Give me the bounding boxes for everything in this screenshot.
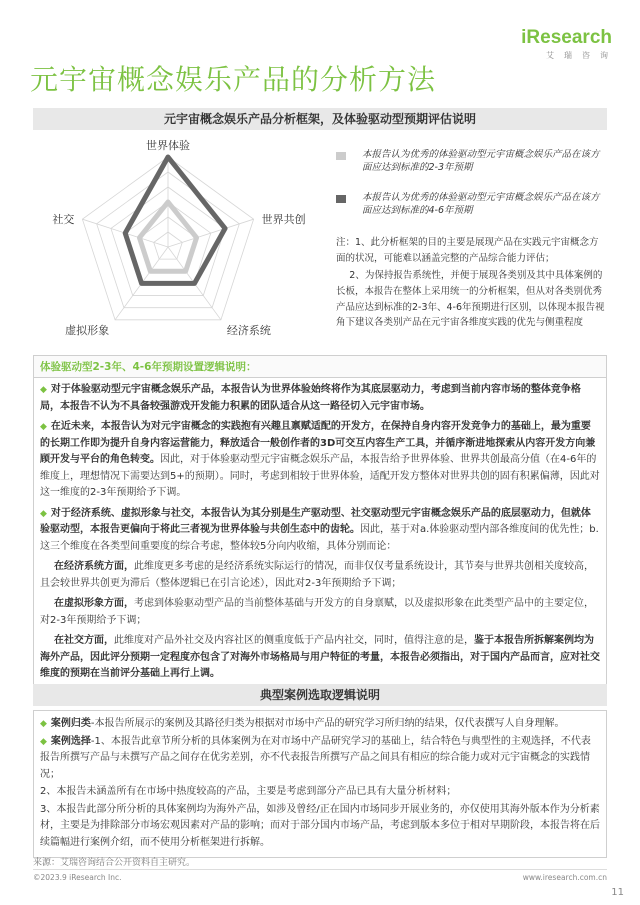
note-1: 注：1、此分析框架的目的主要是展现产品在实践元宇宙概念方面的状况，可能难以涵盖完整的产品综合能力评估； (336, 237, 599, 264)
section2-para: ◆ 案例选择-1、本报告此章节所分析的具体案例为在对市场中产品研究学习的基础上，结合特色与典型性的主观选择，不代表报告所撰写产品与未撰写产品之间存在优劣差别，亦不代表报告所撰写产品之间具有相应的综合能力或对元宇宙概念的实践情况； (40, 735, 591, 780)
diamond-bullet-icon: ◆ (40, 719, 47, 729)
source-note: 来源：艾瑞咨询结合公开资料自主研究。 (33, 858, 196, 868)
legend-item (336, 148, 606, 175)
radar-series-4-6yr (125, 157, 225, 283)
legend-text-1: 本报告认为优秀的体验驱动型元宇宙概念娱乐产品在该方面应达到标准的2-3年预期 (362, 149, 600, 174)
iresearch-logo (521, 27, 618, 61)
diamond-bullet-icon: ◆ (40, 508, 47, 519)
framework-header-bar: 元宇宙概念娱乐产品分析框架，及体验驱动型预期评估说明 (33, 108, 607, 130)
section2-para: ◆ 案例归类-本报告所展示的案例及其路径归类为根据对市场中产品的研究学习所归纳的结果，仅代表撰写人自身理解。 (40, 718, 565, 729)
page-title: 元宇宙概念娱乐产品的分析方法 (30, 63, 437, 96)
radar-chart (33, 132, 333, 350)
case-header-bar: 典型案例选取逻辑说明 (33, 684, 607, 706)
footer-divider (33, 869, 607, 870)
radar-axis-label: 经济系统 (226, 323, 271, 337)
radar-svg (33, 132, 333, 350)
section1-para: ◆ 对于体验驱动型元宇宙概念娱乐产品，本报告认为世界体验始终将作为其底层驱动力，考虑到当前内容市场的整体竞争格局，本报告不认为不具备较强游戏开发能力积累的团队适合从这一路径切入元宇宙市场。 (40, 384, 581, 412)
framework-notes (336, 235, 606, 333)
case-selection-section (33, 710, 607, 858)
website: www.iresearch.com.cn (522, 873, 607, 882)
radar-axis-label: 世界共创 (261, 213, 306, 227)
section1-heading: 体验驱动型2-3年、4-6年预期设置逻辑说明： (34, 356, 606, 378)
logo-sub: 艾瑞咨询 (546, 51, 618, 60)
logo-brand: iResearch (521, 27, 612, 48)
section1-para: ◆ 对于经济系统、虚拟形象与社交，本报告认为其分别是生产驱动型、社交驱动型元宇宙概念娱乐产品的底层驱动力，但就体验驱动型，本报告更偏向于将此三者视为世界体验与共创生态中的齿轮。因此，基于对a.体验驱动型内部各维度间的优先性；b.这三个维度在各类型间重要度的综合考虑，整体较5分向内收缩，具体分别而论： (40, 507, 599, 552)
section2-para: 2、本报告未涵盖所有在市场中热度较高的产品，主要是考虑到部分产品已具有大量分析材料； (40, 786, 457, 797)
radar-spoke (168, 219, 254, 247)
diamond-bullet-icon: ◆ (40, 736, 47, 747)
page-number: 11 (611, 887, 624, 898)
section1-para: 在社交方面，此维度对产品外社交及内容社区的侧重度低于产品内社交，同时，值得注意的是，鉴于本报告所拆解案例均为海外产品，因此评分预期一定程度亦包含了对海外市场格局与用户特征的考量，本报告必须指出，对于国内产品而言，应对社交维度的预期在当前评分基础上再行上调。 (40, 635, 600, 679)
legend-text-2: 本报告认为优秀的体验驱动型元宇宙概念娱乐产品在该方面应达到标准的4-6年预期 (362, 191, 600, 216)
diamond-bullet-icon: ◆ (40, 385, 47, 395)
diamond-bullet-icon: ◆ (40, 422, 47, 432)
note-2: 2、为保持报告系统性，并便于展现各类别及其中具体案例的长板，本报告在整体上采用统一的分析框架，但从对各类别优秀产品应达到标准的2-3年、4-6年预期进行区别，以体现本报告视角下建议各类别产品在元宇宙各维度实践的优先与侧重程度 (336, 270, 605, 329)
legend-swatch-light (336, 152, 346, 160)
section1-para: 在经济系统方面，此维度更多考虑的是经济系统实际运行的情况，而非仅仅考量系统设计，其节奏与世界共创相关度较高，且会较世界共创更为滞后（整体逻辑已在引言论述），因此对2-3年预期给予下调； (40, 561, 594, 589)
legend-item (336, 191, 606, 218)
expectation-logic-section (33, 355, 607, 694)
chart-legend (336, 148, 606, 233)
radar-axis-label: 世界体验 (146, 139, 190, 152)
section1-para: 在虚拟形象方面，考虑到体验驱动型产品的当前整体基础与开发方的自身禀赋，以及虚拟形象在此类型产品中的主要定位，对2-3年预期给予下调； (40, 598, 594, 626)
section1-para: ◆ 在近未来，本报告认为对元宇宙概念的实践抱有兴趣且禀赋适配的开发方，在保持自身内容开发竞争力的基础上，最为重要的长期工作即为提升自身内容运营能力，释放适合一般创作者的3D可交互内容生产工具，并循序渐进地探索从内容开发方向兼顾开发与平台的角色转变。因此，对于体验驱动型元宇宙概念娱乐产品，本报告给予世界体验、世界共创最高分值（在4-6年的维度上，理想情况下需要达到5+的预期）。同时，考虑到相较于世界体验，适配开发方整体对世界共创的固有积累偏薄，因此对这一维度的2-3年预期给予下调。 (40, 421, 600, 498)
copyright: ©2023.9 iResearch Inc. (33, 873, 122, 882)
radar-axis-label: 虚拟形象 (65, 323, 110, 337)
radar-axis-label: 社交 (52, 213, 75, 227)
legend-swatch-dark (336, 195, 346, 203)
section2-para: 3、本报告此部分所分析的具体案例均为海外产品，如涉及曾经/正在国内市场同步开展业务的，亦仅使用其海外版本作为分析素材，主要是为排除部分市场宏观因素对产品的影响；而对于部分国内市场产品，考虑到版本多位于相对早期阶段，本报告将在后续篇幅进行案例介绍，而不使用分析框架进行拆解。 (40, 803, 600, 848)
